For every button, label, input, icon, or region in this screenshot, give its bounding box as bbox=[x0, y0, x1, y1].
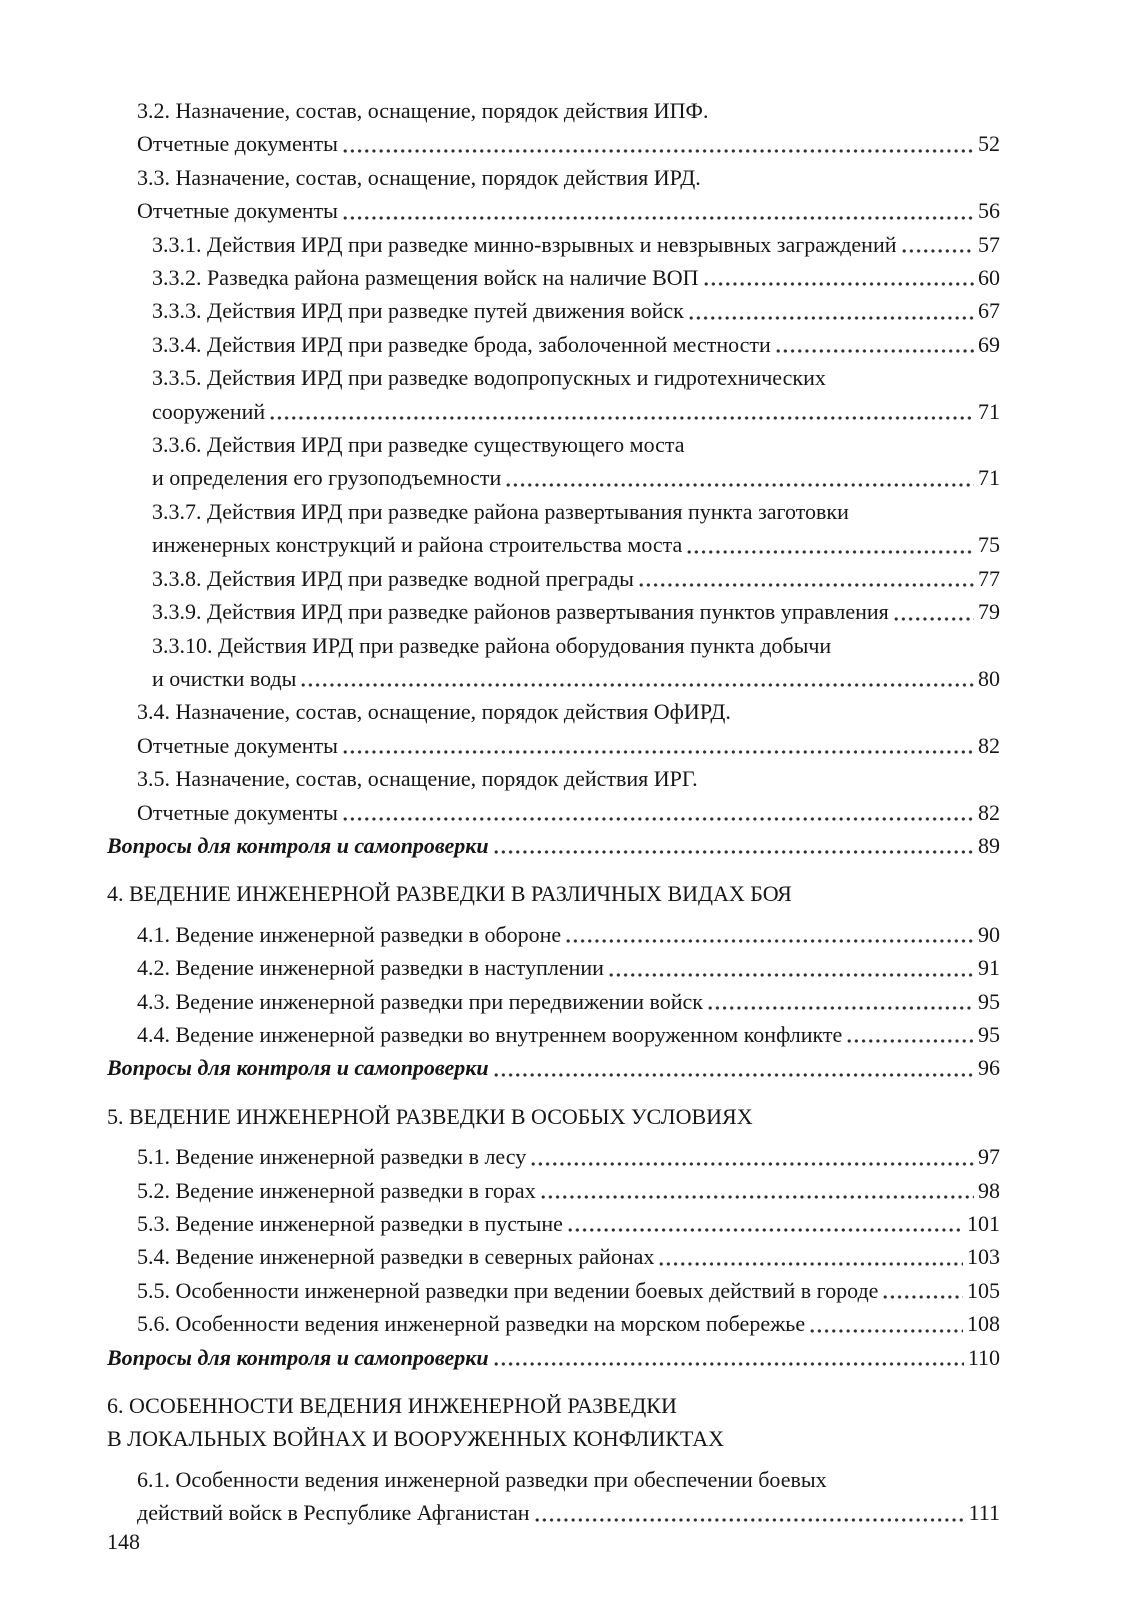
toc-section-heading bbox=[107, 1100, 1000, 1133]
toc-line bbox=[152, 495, 1000, 528]
toc-line bbox=[137, 194, 1000, 227]
dot-leader bbox=[301, 681, 974, 689]
toc-entry-text: 5.1. Ведение инженерной разведки в лесу bbox=[137, 1144, 527, 1170]
toc-line bbox=[137, 729, 1000, 762]
toc-entry bbox=[107, 161, 1000, 228]
toc-entry-text: Вопросы для контроля и самопроверки bbox=[107, 1344, 489, 1370]
page-number: 103 bbox=[967, 1244, 1000, 1270]
toc-entry-text: 5.5. Особенности инженерной разведки при ведении боевых действий в городе bbox=[137, 1277, 879, 1303]
dot-leader bbox=[687, 548, 974, 556]
dot-leader bbox=[894, 615, 974, 623]
page-number: 71 bbox=[978, 398, 1000, 424]
page-number: 95 bbox=[978, 1021, 1000, 1047]
toc-questions-entry bbox=[107, 1341, 1000, 1374]
page-number: 91 bbox=[978, 955, 1000, 981]
toc-line bbox=[107, 877, 1000, 910]
toc-section-heading bbox=[107, 1389, 1000, 1456]
toc-entry-text: 5.6. Особенности ведения инженерной разведки на морском побережье bbox=[137, 1311, 806, 1337]
dot-leader bbox=[609, 971, 974, 979]
toc-line bbox=[152, 528, 1000, 561]
toc-entry-text: 3.3.5. Действия ИРД при разведке водопропускных и гидротехнических bbox=[152, 365, 826, 391]
toc-line bbox=[107, 1051, 1000, 1084]
toc-line bbox=[137, 985, 1000, 1018]
toc-entry-text: 6. ОСОБЕННОСТИ ВЕДЕНИЯ ИНЖЕНЕРНОЙ РАЗВЕДКИ bbox=[107, 1393, 677, 1419]
toc-entry-text: Отчетные документы bbox=[137, 131, 338, 157]
toc-entry-text: Вопросы для контроля и самопроверки bbox=[107, 832, 489, 858]
page-number: 77 bbox=[978, 565, 1000, 591]
toc-entry bbox=[107, 294, 1000, 327]
toc-line bbox=[107, 1422, 1000, 1455]
page-number: 90 bbox=[978, 921, 1000, 947]
toc-entry-text: 3.2. Назначение, состав, оснащение, порядок действия ИПФ. bbox=[137, 98, 709, 123]
toc-entry bbox=[107, 1274, 1000, 1307]
toc-entry-text: 3.3.7. Действия ИРД при разведке района развертывания пункта заготовки bbox=[152, 498, 849, 524]
dot-leader bbox=[704, 280, 974, 288]
toc-entry-text: 4.4. Ведение инженерной разведки во внутреннем вооруженном конфликте bbox=[137, 1021, 843, 1047]
dot-leader bbox=[494, 1071, 974, 1079]
dot-leader bbox=[810, 1327, 963, 1335]
toc-entry bbox=[107, 918, 1000, 951]
toc-entry-text: инженерных конструкций и района строительства моста bbox=[152, 532, 683, 558]
toc-line bbox=[137, 1496, 1000, 1529]
dot-leader bbox=[506, 481, 974, 489]
dot-leader bbox=[343, 147, 974, 155]
toc-entry-text: 3.5. Назначение, состав, оснащение, порядок действия ИРГ. bbox=[137, 766, 698, 792]
toc-line bbox=[152, 361, 1000, 394]
page-number: 67 bbox=[978, 298, 1000, 324]
toc-line bbox=[152, 328, 1000, 361]
page-number: 97 bbox=[978, 1144, 1000, 1170]
page-number: 75 bbox=[978, 532, 1000, 558]
page-number: 105 bbox=[967, 1277, 1000, 1303]
toc-line bbox=[137, 127, 1000, 160]
toc-entry bbox=[107, 629, 1000, 696]
toc-section-heading bbox=[107, 877, 1000, 910]
toc-entry-text: 4.2. Ведение инженерной разведки в наступлении bbox=[137, 955, 604, 981]
toc-entry-text: Отчетные документы bbox=[137, 732, 338, 758]
dot-leader bbox=[270, 414, 974, 422]
toc-entry-text: 4.3. Ведение инженерной разведки при передвижении войск bbox=[137, 988, 703, 1014]
toc-line bbox=[152, 395, 1000, 428]
dot-leader bbox=[659, 1260, 963, 1268]
dot-leader bbox=[776, 347, 974, 355]
page-number: 111 bbox=[968, 1500, 1000, 1526]
toc-entry-text: 4. ВЕДЕНИЕ ИНЖЕНЕРНОЙ РАЗВЕДКИ В РАЗЛИЧНЫХ ВИДАХ БОЯ bbox=[107, 881, 792, 907]
toc-entry-text: 3.3.6. Действия ИРД при разведке существующего моста bbox=[152, 432, 685, 458]
toc-line bbox=[137, 918, 1000, 951]
toc-entry-text: Отчетные документы bbox=[137, 198, 338, 224]
toc-entry bbox=[107, 762, 1000, 829]
toc-line bbox=[137, 1274, 1000, 1307]
toc-entry-text: и очистки воды bbox=[152, 665, 297, 691]
toc-line bbox=[152, 662, 1000, 695]
dot-leader bbox=[535, 1516, 965, 1524]
dot-leader bbox=[847, 1037, 974, 1045]
toc-entry-text: В ЛОКАЛЬНЫХ ВОЙНАХ И ВООРУЖЕННЫХ КОНФЛИКТАХ bbox=[107, 1426, 724, 1452]
dot-leader bbox=[531, 1160, 974, 1168]
page-number: 80 bbox=[978, 665, 1000, 691]
page-number: 96 bbox=[978, 1055, 1000, 1081]
toc-entry-text: 3.3. Назначение, состав, оснащение, порядок действия ИРД. bbox=[137, 164, 701, 190]
page-number: 79 bbox=[978, 599, 1000, 625]
page-number: 57 bbox=[978, 231, 1000, 257]
toc-entry bbox=[107, 495, 1000, 562]
page-number: 95 bbox=[978, 988, 1000, 1014]
toc-entry-text: Отчетные документы bbox=[137, 799, 338, 825]
toc-line bbox=[137, 1463, 1000, 1496]
dot-leader bbox=[494, 848, 974, 856]
toc-entry-text: 5.3. Ведение инженерной разведки в пустыне bbox=[137, 1211, 563, 1236]
page-number: 101 bbox=[967, 1211, 1000, 1236]
page-number: 71 bbox=[978, 465, 1000, 491]
toc-entry bbox=[107, 428, 1000, 495]
dot-leader bbox=[343, 748, 974, 756]
toc-entry-text: сооружений bbox=[152, 398, 266, 424]
page-number: 60 bbox=[978, 265, 1000, 291]
toc-line bbox=[152, 428, 1000, 461]
dot-leader bbox=[902, 247, 975, 255]
toc-line bbox=[137, 1207, 1000, 1240]
toc-line bbox=[137, 161, 1000, 194]
toc-line bbox=[152, 461, 1000, 494]
toc-entry bbox=[107, 695, 1000, 762]
dot-leader bbox=[568, 1226, 963, 1234]
toc-line bbox=[107, 829, 1000, 862]
toc-entry-text: и определения его грузоподъемности bbox=[152, 465, 502, 491]
toc-entry bbox=[107, 361, 1000, 428]
dot-leader bbox=[494, 1360, 964, 1368]
toc-entry bbox=[107, 228, 1000, 261]
toc-entry bbox=[107, 1140, 1000, 1173]
page-number: 89 bbox=[978, 832, 1000, 858]
toc-line bbox=[107, 1100, 1000, 1133]
dot-leader bbox=[708, 1004, 974, 1012]
toc-line bbox=[137, 1174, 1000, 1207]
page-number: 82 bbox=[978, 732, 1000, 758]
dot-leader bbox=[639, 581, 974, 589]
toc-entry bbox=[107, 985, 1000, 1018]
page-number: 82 bbox=[978, 799, 1000, 825]
toc-questions-entry bbox=[107, 829, 1000, 862]
toc-line bbox=[152, 261, 1000, 294]
toc-entry bbox=[107, 1463, 1000, 1530]
toc-entry-text: 3.3.2. Разведка района размещения войск на наличие ВОП bbox=[152, 265, 699, 291]
toc-entry bbox=[107, 1240, 1000, 1273]
dot-leader bbox=[689, 314, 974, 322]
toc-line bbox=[137, 1307, 1000, 1340]
toc-entry-text: 5.4. Ведение инженерной разведки в северных районах bbox=[137, 1244, 655, 1270]
toc-entry-text: 6.1. Особенности ведения инженерной разведки при обеспечении боевых bbox=[137, 1466, 827, 1492]
toc-entry bbox=[107, 94, 1000, 161]
toc-line bbox=[137, 94, 1000, 127]
toc-line bbox=[152, 629, 1000, 662]
toc-line bbox=[137, 762, 1000, 795]
dot-leader bbox=[883, 1293, 963, 1301]
toc-entry bbox=[107, 1018, 1000, 1051]
toc-entry-text: 5. ВЕДЕНИЕ ИНЖЕНЕРНОЙ РАЗВЕДКИ В ОСОБЫХ УСЛОВИЯХ bbox=[107, 1103, 753, 1129]
toc-line bbox=[152, 562, 1000, 595]
dot-leader bbox=[343, 214, 974, 222]
toc-entry-text: Вопросы для контроля и самопроверки bbox=[107, 1055, 489, 1081]
toc-line bbox=[152, 294, 1000, 327]
toc-entry bbox=[107, 328, 1000, 361]
toc-entry-text: 3.3.1. Действия ИРД при разведке минно-взрывных и невзрывных заграждений bbox=[152, 231, 897, 257]
toc-entry bbox=[107, 1174, 1000, 1207]
toc-line bbox=[152, 595, 1000, 628]
toc-line bbox=[107, 1341, 1000, 1374]
page-number: 98 bbox=[978, 1177, 1000, 1203]
page-number: 52 bbox=[978, 131, 1000, 157]
toc-questions-entry bbox=[107, 1051, 1000, 1084]
page-number: 69 bbox=[978, 331, 1000, 357]
toc-entry-text: 3.3.8. Действия ИРД при разведке водной преграды bbox=[152, 565, 634, 591]
footer-page-number: 148 bbox=[107, 1529, 140, 1554]
toc-entry-text: 5.2. Ведение инженерной разведки в горах bbox=[137, 1177, 536, 1203]
dot-leader bbox=[541, 1193, 974, 1201]
toc-line bbox=[137, 695, 1000, 728]
toc-entry bbox=[107, 595, 1000, 628]
toc-entry-text: 3.3.9. Действия ИРД при разведке районов развертывания пунктов управления bbox=[152, 599, 889, 625]
toc-entry-text: 3.3.3. Действия ИРД при разведке путей движения войск bbox=[152, 298, 684, 324]
toc-line bbox=[107, 1389, 1000, 1422]
toc-entry bbox=[107, 1307, 1000, 1340]
dot-leader bbox=[566, 937, 974, 945]
toc-line bbox=[137, 1018, 1000, 1051]
toc-line bbox=[137, 1240, 1000, 1273]
toc-list bbox=[107, 94, 1000, 1530]
toc-entry bbox=[107, 1207, 1000, 1240]
toc-entry bbox=[107, 261, 1000, 294]
toc-entry-text: 4.1. Ведение инженерной разведки в обороне bbox=[137, 921, 562, 947]
toc-entry bbox=[107, 951, 1000, 984]
page-number: 108 bbox=[967, 1311, 1000, 1337]
toc-entry-text: 3.3.4. Действия ИРД при разведке брода, заболоченной местности bbox=[152, 331, 771, 357]
toc-line bbox=[137, 951, 1000, 984]
toc-entry bbox=[107, 562, 1000, 595]
page-number: 110 bbox=[967, 1344, 1000, 1370]
toc-line bbox=[152, 228, 1000, 261]
toc-entry-text: действий войск в Республике Афганистан bbox=[137, 1500, 530, 1526]
toc-entry-text: 3.3.10. Действия ИРД при разведке района оборудования пункта добычи bbox=[152, 632, 832, 658]
toc-entry-text: 3.4. Назначение, состав, оснащение, порядок действия ОфИРД. bbox=[137, 699, 731, 725]
page-number: 56 bbox=[978, 198, 1000, 224]
toc-line bbox=[137, 1140, 1000, 1173]
toc-line bbox=[137, 796, 1000, 829]
dot-leader bbox=[343, 815, 974, 823]
